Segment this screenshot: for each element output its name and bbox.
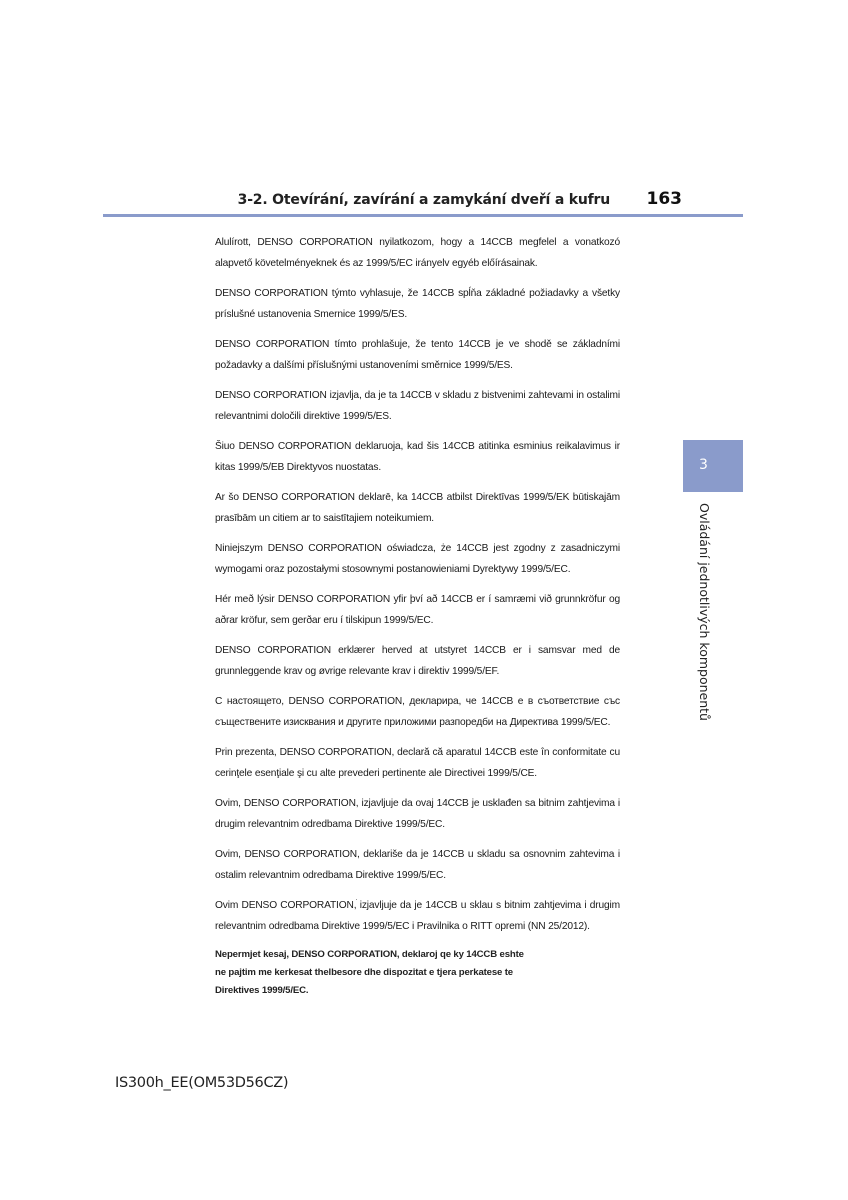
- declaration-croatian: Ovim DENSO CORPORATION, izjavljuje da je 14CCB u sklau s bitnim zahtjevima i drugim relevantnim odredbama Direktive 1999/5/EC i Pravilnika o RITT opremi (NN 25/2012).: [215, 900, 620, 932]
- declaration-bulgarian: С настоящето, DENSO CORPORATION, декларира, че 14CCB е в съответствие със съществените изисквания и другите приложими разпоредби на Директива 1999/5/EC.: [215, 696, 620, 728]
- page-number: 163: [646, 189, 682, 209]
- declaration-lithuanian: Šiuo DENSO CORPORATION deklaruoja, kad šis 14CCB atitinka esminius reikalavimus ir kitas 1999/5/EB Direktyvos nuostatas.: [215, 441, 620, 473]
- declaration-polish: Niniejszym DENSO CORPORATION oświadcza, że 14CCB jest zgodny z zasadniczymi wymogami oraz pozostałymi stosownymi postanowieniami Dyrektywy 1999/5/EC.: [215, 543, 620, 575]
- declaration-bosnian: Ovim, DENSO CORPORATION, izjavljuje da ovaj 14CCB je usklađen sa bitnim zahtjevima i drugim relevantnim odredbama Direktive 1999/5/EC.: [215, 798, 620, 830]
- chapter-number: 3: [699, 456, 708, 473]
- declaration-slovak: DENSO CORPORATION týmto vyhlasuje, že 14CCB spĺňa základné požiadavky a všetky príslušné ustanovenia Smernice 1999/5/ES.: [215, 288, 620, 320]
- stray-dot: [356, 899, 357, 900]
- albanian-line-2: ne pajtim me kerkesat thelbesore dhe dispozitat e tjera perkatese te: [215, 967, 513, 978]
- declaration-icelandic: Hér með lýsir DENSO CORPORATION yfir því að 14CCB er í samræmi við grunnkröfur og aðrar kröfur, sem gerðar eru í tilskipun 1999/5/EC.: [215, 594, 620, 626]
- albanian-line-1: Nepermjet kesaj, DENSO CORPORATION, deklaroj qe ky 14CCB eshte: [215, 949, 524, 960]
- declaration-norwegian: DENSO CORPORATION erklærer herved at utstyret 14CCB er i samsvar med de grunnleggende krav og øvrige relevante krav i direktiv 1999/5/EF.: [215, 645, 620, 677]
- declaration-albanian: [215, 946, 620, 1000]
- declarations-body: [215, 232, 620, 1009]
- declaration-romanian: Prin prezenta, DENSO CORPORATION, declară că aparatul 14CCB este în conformitate cu cerinţele esenţiale şi cu alte prevederi pertinente ale Directivei 1999/5/CE.: [215, 747, 620, 779]
- albanian-line-3: Direktives 1999/5/EC.: [215, 985, 309, 996]
- declaration-slovenian: DENSO CORPORATION izjavlja, da je ta 14CCB v skladu z bistvenimi zahtevami in ostalimi relevantnimi določili direktive 1999/5/ES.: [215, 390, 620, 422]
- declaration-hungarian: Alulírott, DENSO CORPORATION nyilatkozom, hogy a 14CCB megfelel a vonatkozó alapvető követelményeknek és az 1999/5/EC irányelv egyéb előírásainak.: [215, 237, 620, 269]
- header-rule: [103, 214, 743, 217]
- declaration-czech: DENSO CORPORATION tímto prohlašuje, že tento 14CCB je ve shodě se základními požadavky a dalšími příslušnými ustanoveními směrnice 1999/5/ES.: [215, 339, 620, 371]
- declaration-serbian: Ovim, DENSO CORPORATION, deklariše da je 14CCB u skladu sa osnovnim zahtevima i ostalim relevantnim odredbama Direktive 1999/5/EC.: [215, 849, 620, 881]
- section-title: 3-2. Otevírání, zavírání a zamykání dveří a kufru: [237, 192, 610, 208]
- chapter-label: Ovládání jednotlivých komponentů: [697, 503, 712, 721]
- chapter-tab: [683, 440, 743, 492]
- declaration-latvian: Ar šo DENSO CORPORATION deklarē, ka 14CCB atbilst Direktīvas 1999/5/EK būtiskajām prasībām un citiem ar to saistītajiem noteikumiem.: [215, 492, 620, 524]
- model-code: IS300h_EE(OM53D56CZ): [115, 1075, 289, 1091]
